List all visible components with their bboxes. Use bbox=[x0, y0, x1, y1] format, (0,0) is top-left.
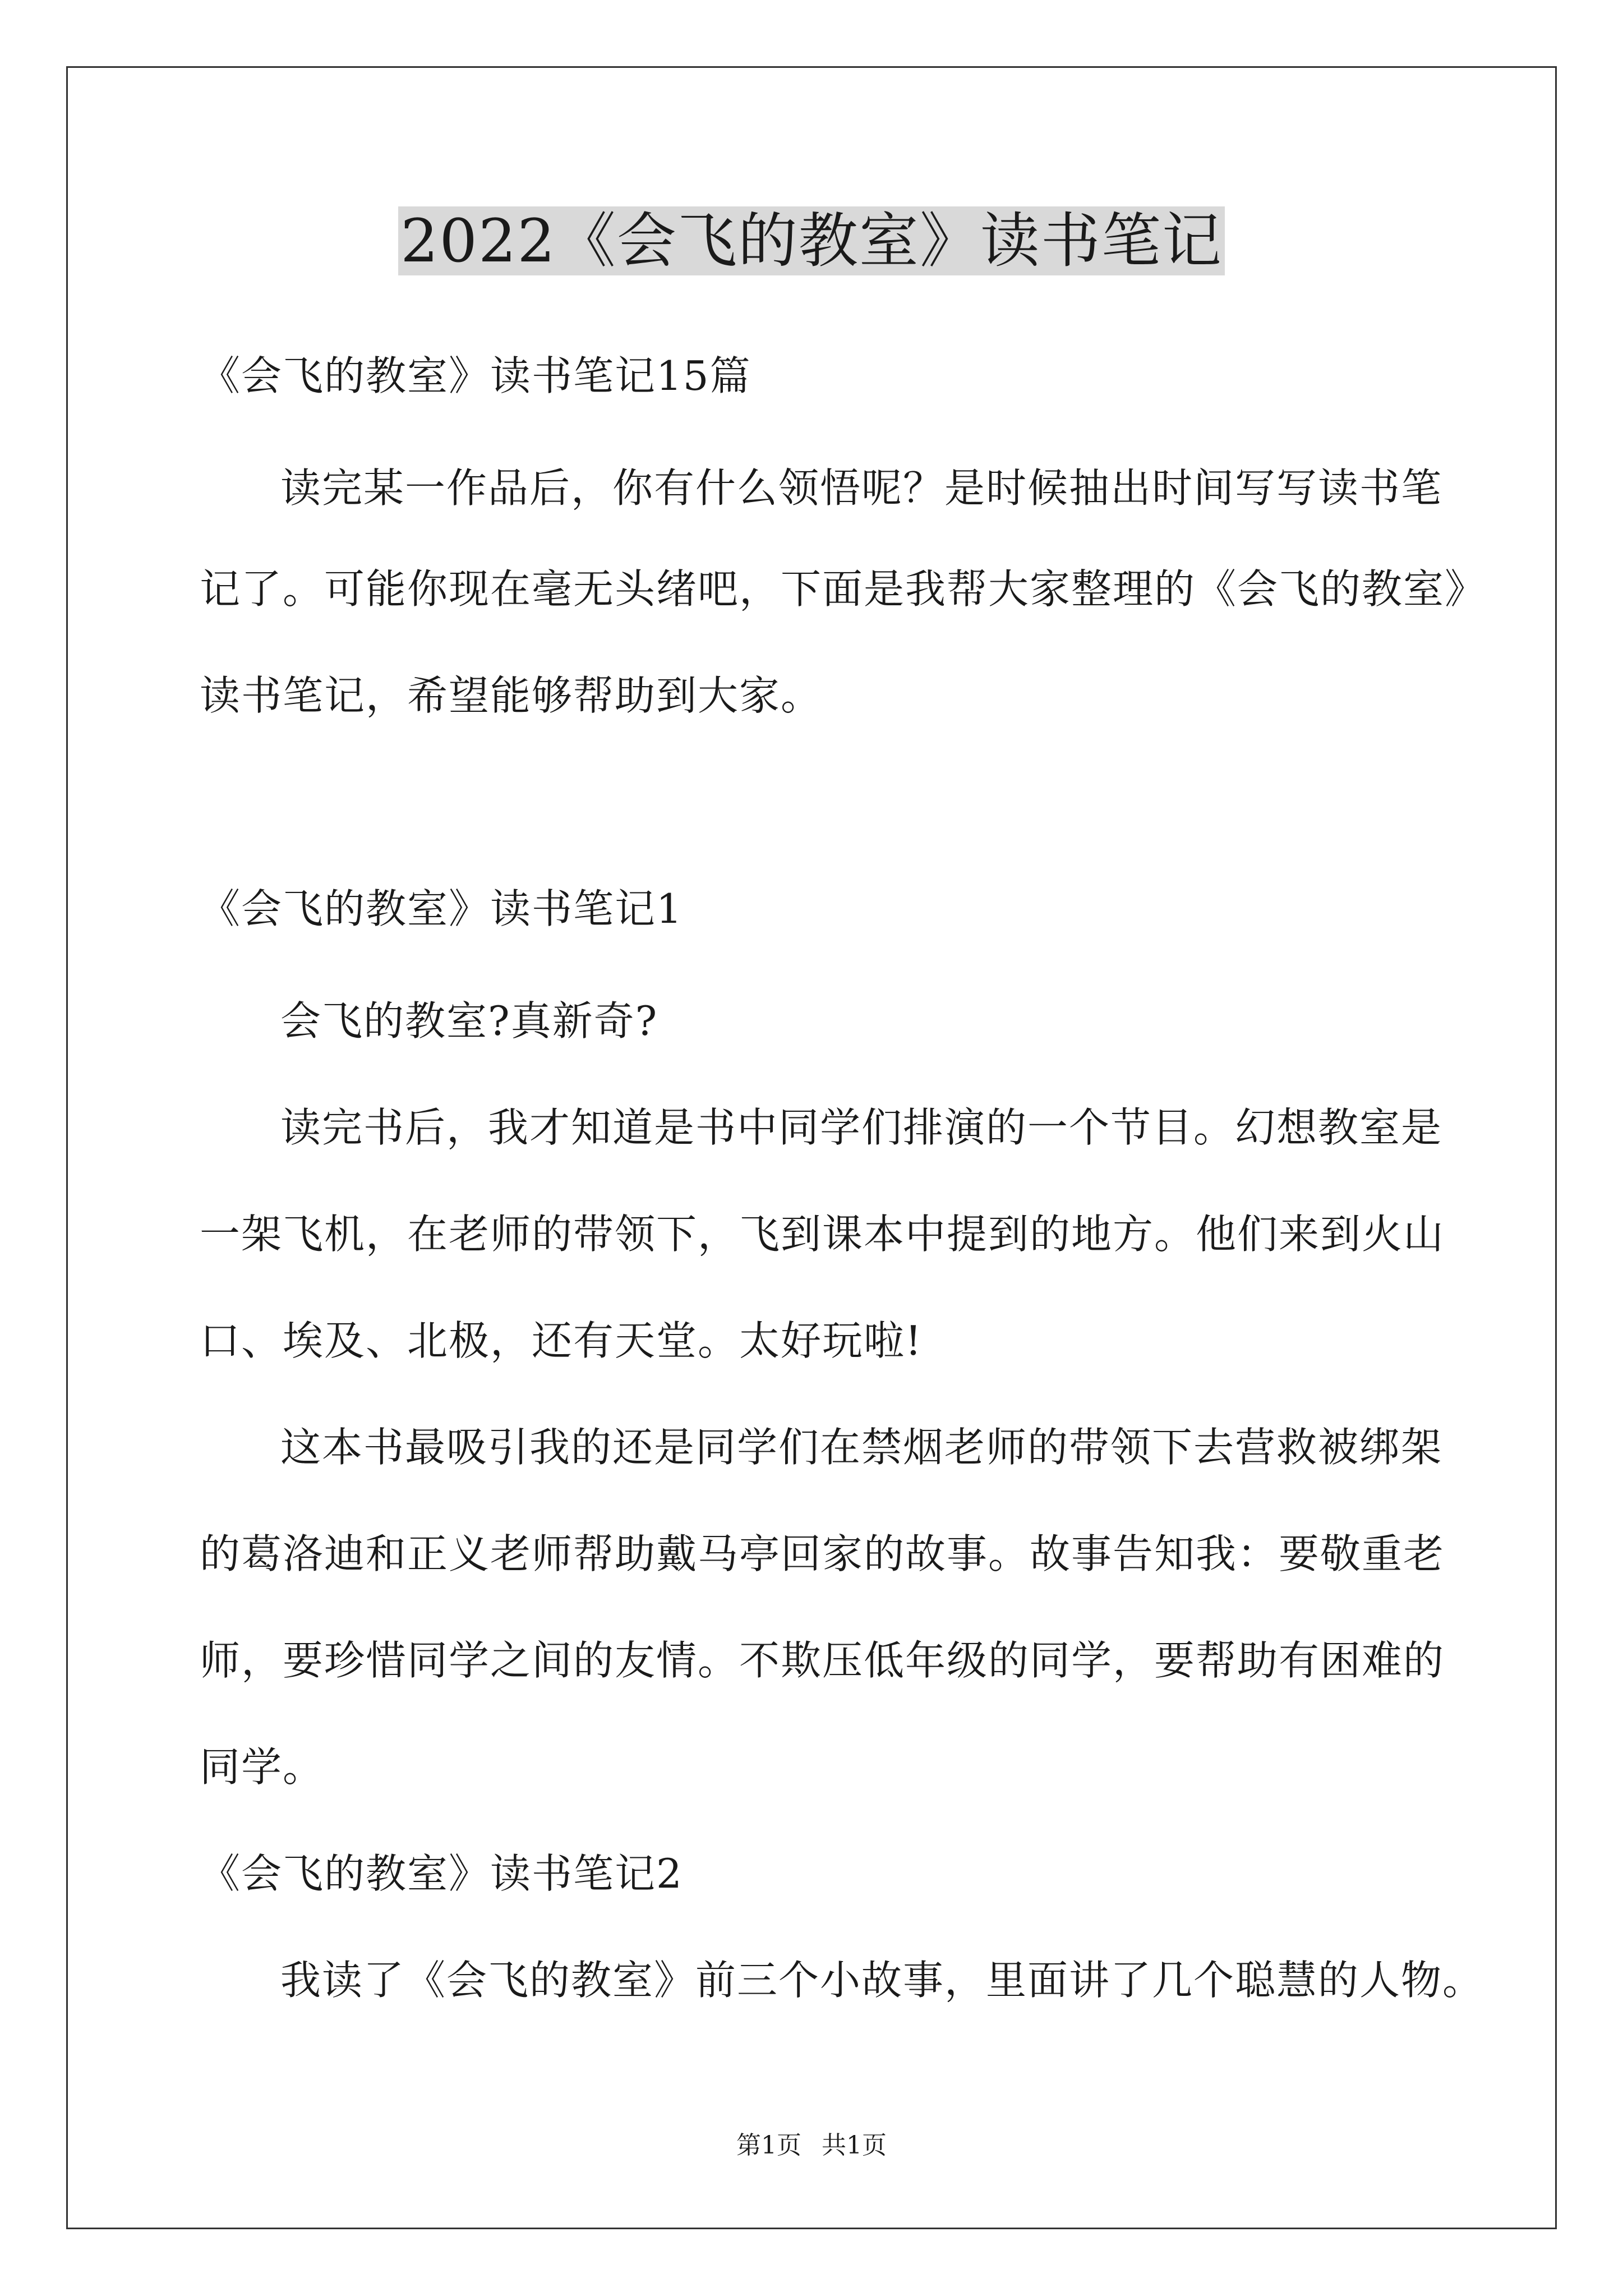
section1-line-7: 师，要珍惜同学之间的友情。不欺压低年级的同学，要帮助有困难的 bbox=[200, 1637, 1445, 1684]
section1-line-6: 的葛洛迪和正义老师帮助戴马亭回家的故事。故事告知我：要敬重老 bbox=[200, 1530, 1445, 1577]
section2-heading: 《会飞的教室》读书笔记2 bbox=[200, 1850, 683, 1897]
intro-line-2: 记了。可能你现在毫无头绪吧，下面是我帮大家整理的《会飞的教室》 bbox=[200, 565, 1487, 613]
page-number-current: 第1页 bbox=[736, 2131, 801, 2160]
section1-line-1: 会飞的教室?真新奇? bbox=[280, 997, 658, 1045]
intro-line-1: 读完某一作品后，你有什么领悟呢？是时候抽出时间写写读书笔 bbox=[280, 464, 1443, 512]
section1-line-8: 同学。 bbox=[200, 1743, 325, 1791]
page-footer bbox=[0, 2129, 1623, 2162]
section1-line-3: 一架飞机，在老师的带领下，飞到课本中提到的地方。他们来到火山 bbox=[200, 1211, 1445, 1258]
document-title bbox=[0, 199, 1623, 283]
page-number-total: 共1页 bbox=[822, 2131, 887, 2160]
section1-heading: 《会飞的教室》读书笔记1 bbox=[200, 885, 683, 932]
section1-line-2: 读完书后，我才知道是书中同学们排演的一个节目。幻想教室是 bbox=[280, 1104, 1443, 1151]
section1-line-5: 这本书最吸引我的还是同学们在禁烟老师的带领下去营救被绑架 bbox=[280, 1424, 1443, 1471]
section1-line-4: 口、埃及、北极，还有天堂。太好玩啦! bbox=[200, 1317, 923, 1364]
intro-line-3: 读书笔记，希望能够帮助到大家。 bbox=[200, 672, 823, 719]
section2-line-1: 我读了《会飞的教室》前三个小故事，里面讲了几个聪慧的人物。 bbox=[280, 1957, 1484, 2004]
document-subtitle: 《会飞的教室》读书笔记15篇 bbox=[200, 352, 751, 399]
document-title-text: 2022《会飞的教室》读书笔记 bbox=[398, 206, 1225, 275]
